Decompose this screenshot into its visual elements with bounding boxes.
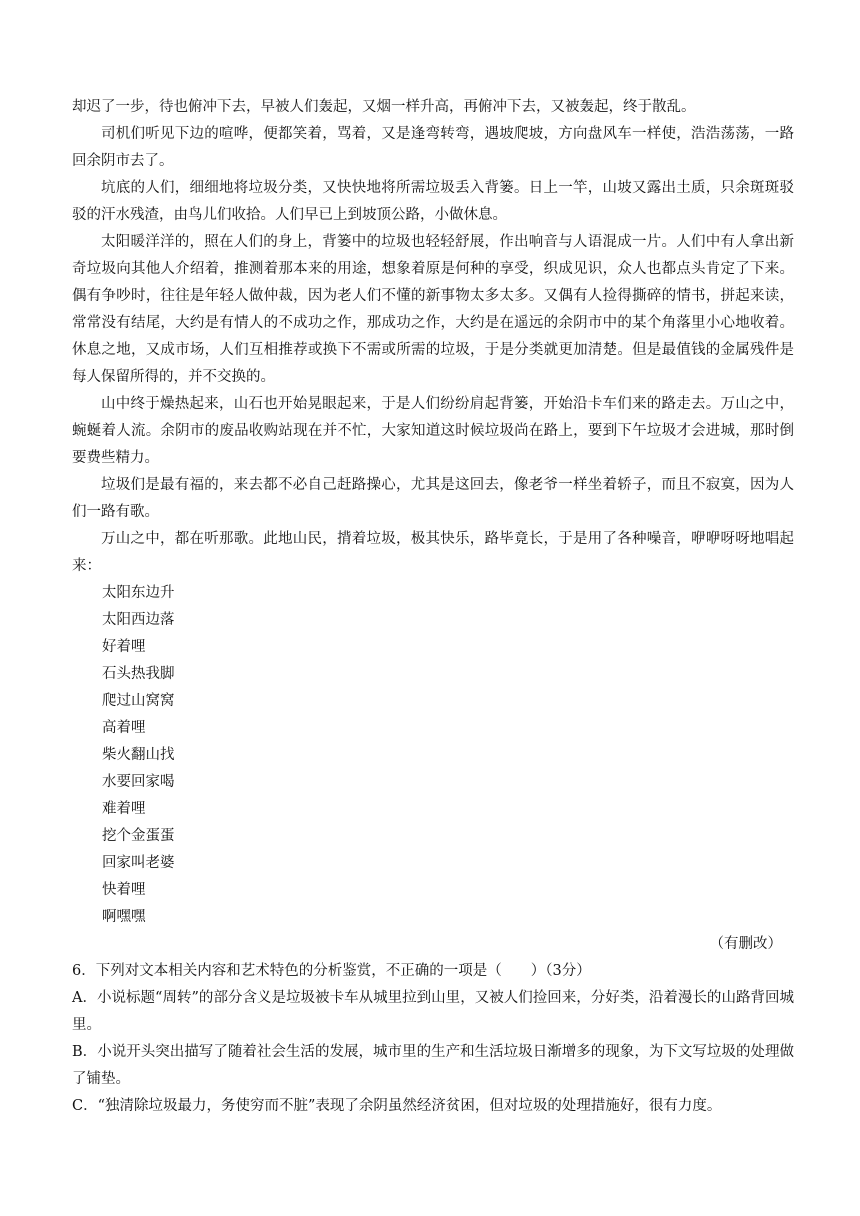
- song-line: 石头热我脚: [102, 666, 175, 682]
- page-content: [72, 94, 794, 1120]
- paragraph-5: 山中终于燥热起来，山石也开始晃眼起来，于是人们纷纷肩起背篓，开始沿卡车们来的路走去。万山之中，蜿蜒着人流。余阴市的废品收购站现在并不忙，大家知道这时候垃圾尚在路上，要到下午垃圾才会进城，那时倒要费些精力。: [72, 396, 794, 466]
- song-line: 快着哩: [102, 882, 146, 898]
- question-stem: 6．下列对文本相关内容和艺术特色的分析鉴赏，不正确的一项是（ ）（3分）: [72, 963, 591, 979]
- song-line: 太阳西边落: [102, 612, 175, 628]
- song-line: 挖个金蛋蛋: [102, 828, 175, 844]
- paragraph-2: 司机们听见下边的喧哗，便都笑着，骂着，又是逢弯转弯，遇坡爬坡，方向盘风车一样使，浩浩荡荡，一路回余阴市去了。: [72, 126, 794, 169]
- paragraph-6: 垃圾们是最有福的，来去都不必自己赶路操心，尤其是这回去，像老爷一样坐着轿子，而且不寂寞，因为人们一路有歌。: [72, 477, 794, 520]
- song-line: 爬过山窝窝: [102, 693, 175, 709]
- song-line: 好着哩: [102, 639, 146, 655]
- option-c: C．“独清除垃圾最力，务使穷而不脏”表现了余阴虽然经济贫困，但对垃圾的处理措施好，很有力度。: [72, 1098, 722, 1114]
- paragraph-4: 太阳暖洋洋的，照在人们的身上，背篓中的垃圾也轻轻舒展，作出响音与人语混成一片。人们中有人拿出新奇垃圾向其他人介绍着，推测着那本来的用途，想象着原是何种的享受，织成见识，众人也都点头肯定了下来。偶有争吵时，往往是年轻人做仲裁，因为老人们不懂的新事物太多太多。又偶有人捡得撕碎的情书，拼起来读，常常没有结尾，大约是有情人的不成功之作，那成功之作，大约是在遥远的余阴市中的某个角落里小心地收着。休息之地，又成市场，人们互相推荐或换下不需或所需的垃圾，于是分类就更加清楚。但是最值钱的金属残件是每人保留所得的，并不交换的。: [72, 234, 794, 385]
- song-lyrics: [72, 580, 794, 931]
- song-line: 回家叫老婆: [102, 855, 175, 871]
- paragraph-1: 却迟了一步，待也俯冲下去，早被人们轰起，又烟一样升高，再俯冲下去，又被轰起，终于散乱。: [72, 99, 696, 115]
- song-line: 啊嘿嘿: [102, 909, 146, 925]
- song-line: 水要回家喝: [102, 774, 175, 790]
- source-note: （有删改）: [709, 936, 782, 952]
- song-line: 难着哩: [102, 801, 146, 817]
- song-line: 太阳东边升: [102, 585, 175, 601]
- song-line: 高着哩: [102, 720, 146, 736]
- song-line: 柴火翻山找: [102, 747, 175, 763]
- paragraph-3: 坑底的人们，细细地将垃圾分类，又快快地将所需垃圾丢入背篓。日上一竿，山坡又露出土质，只余斑斑驳驳的汗水残渣，由鸟儿们收拾。人们早已上到坡顶公路，小做休息。: [72, 180, 794, 223]
- paragraph-7: 万山之中，都在听那歌。此地山民，揹着垃圾，极其快乐，路毕竟长，于是用了各种噪音，咿咿呀呀地唱起来：: [72, 531, 794, 574]
- option-b: B．小说开头突出描写了随着社会生活的发展，城市里的生产和生活垃圾日渐增多的现象，为下文写垃圾的处理做了铺垫。: [72, 1044, 794, 1087]
- option-a: A．小说标题“周转”的部分含义是垃圾被卡车从城里拉到山里，又被人们捡回来，分好类，沿着漫长的山路背回城里。: [72, 990, 794, 1033]
